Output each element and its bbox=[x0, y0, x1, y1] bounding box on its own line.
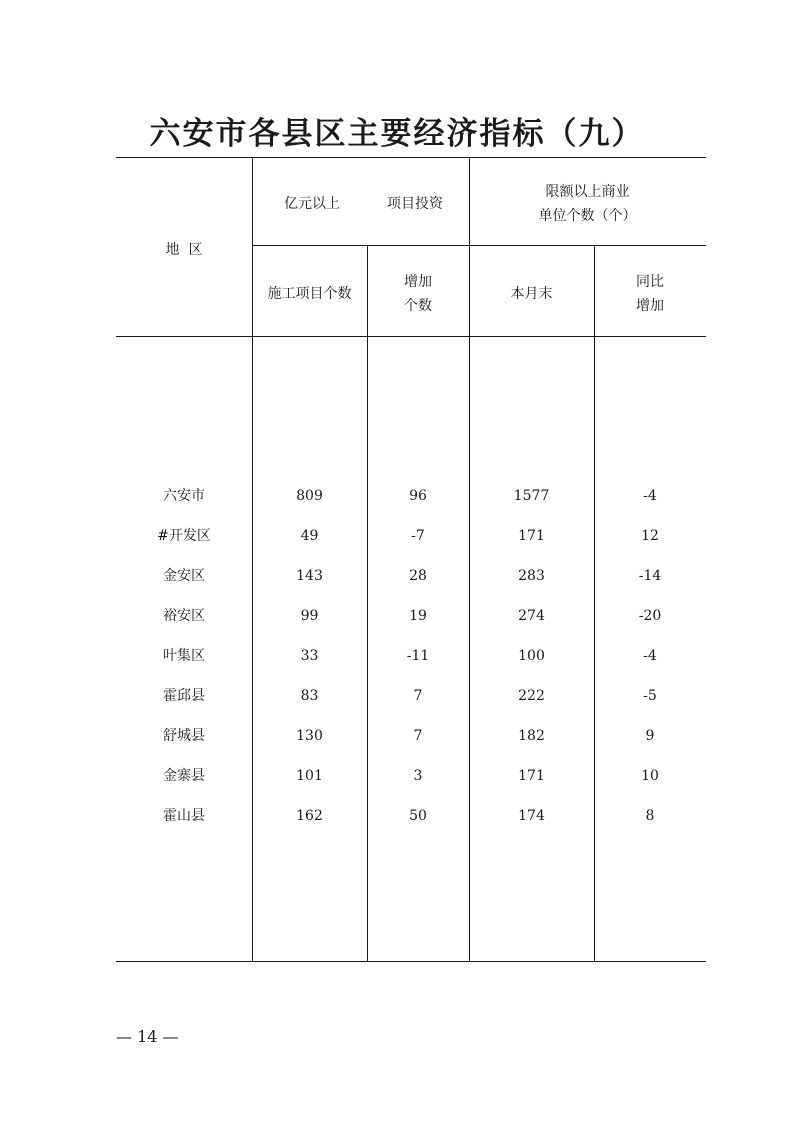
cell-yoy: 8 bbox=[645, 808, 655, 824]
cell-region: #开发区 bbox=[157, 528, 211, 544]
cell-projects: 83 bbox=[300, 688, 319, 704]
cell-projects: 101 bbox=[296, 768, 323, 784]
col-divider-1 bbox=[367, 245, 368, 962]
cell-increase: 19 bbox=[409, 608, 427, 624]
cell-increase: 3 bbox=[413, 768, 423, 784]
cell-region: 叶集区 bbox=[163, 648, 205, 664]
header-bottom-rule bbox=[116, 336, 706, 337]
cell-region: 金安区 bbox=[163, 568, 205, 584]
table-top-rule bbox=[116, 157, 706, 158]
cell-increase: 28 bbox=[409, 568, 427, 584]
cell-month-end: 174 bbox=[518, 808, 545, 824]
cell-month-end: 171 bbox=[518, 528, 545, 544]
cell-region: 金寨县 bbox=[163, 768, 205, 784]
cell-yoy: -20 bbox=[638, 608, 662, 624]
cell-month-end: 222 bbox=[518, 688, 545, 704]
cell-increase: -7 bbox=[411, 528, 425, 544]
cell-projects: 162 bbox=[296, 808, 323, 824]
cell-projects: 49 bbox=[300, 528, 319, 544]
page-number: — 14 — bbox=[116, 1027, 179, 1046]
header-group2-line2: 单位个数（个） bbox=[538, 208, 637, 224]
cell-increase: -11 bbox=[406, 648, 430, 664]
header-col4-line2: 增加 bbox=[636, 298, 664, 314]
cell-increase: 7 bbox=[413, 688, 423, 704]
col-divider-region bbox=[252, 157, 253, 962]
cell-month-end: 100 bbox=[518, 648, 545, 664]
header-col2-line1: 增加 bbox=[404, 274, 432, 290]
cell-month-end: 182 bbox=[518, 728, 545, 744]
cell-projects: 99 bbox=[300, 608, 319, 624]
header-col2-line2: 个数 bbox=[404, 298, 432, 314]
cell-month-end: 283 bbox=[518, 568, 545, 584]
cell-month-end: 171 bbox=[518, 768, 545, 784]
header-col1: 施工项目个数 bbox=[267, 286, 352, 302]
cell-yoy: 9 bbox=[645, 728, 655, 744]
header-group1-b: 项目投资 bbox=[387, 196, 443, 212]
col-divider-3 bbox=[594, 245, 595, 962]
cell-region: 霍山县 bbox=[163, 808, 205, 824]
cell-yoy: -5 bbox=[643, 688, 657, 704]
cell-increase: 50 bbox=[409, 808, 427, 824]
cell-yoy: -14 bbox=[638, 568, 662, 584]
header-group1-a: 亿元以上 bbox=[284, 196, 340, 212]
header-region: 地 区 bbox=[165, 242, 203, 258]
cell-projects: 143 bbox=[296, 568, 323, 584]
cell-projects: 130 bbox=[296, 728, 323, 744]
cell-yoy: -4 bbox=[643, 488, 657, 504]
header-col3: 本月末 bbox=[510, 286, 553, 302]
cell-yoy: 12 bbox=[641, 528, 659, 544]
cell-month-end: 1577 bbox=[513, 488, 550, 504]
header-group-rule bbox=[252, 245, 706, 246]
cell-region: 舒城县 bbox=[163, 728, 205, 744]
cell-month-end: 274 bbox=[518, 608, 545, 624]
col-divider-2 bbox=[469, 157, 470, 962]
cell-yoy: 10 bbox=[641, 768, 659, 784]
page-title: 六安市各县区主要经济指标（九） bbox=[149, 116, 645, 152]
cell-increase: 96 bbox=[409, 488, 427, 504]
cell-region: 裕安区 bbox=[163, 608, 205, 624]
header-group2-line1: 限额以上商业 bbox=[545, 184, 630, 200]
header-col4-line1: 同比 bbox=[636, 274, 664, 290]
cell-increase: 7 bbox=[413, 728, 423, 744]
cell-projects: 809 bbox=[296, 488, 323, 504]
cell-projects: 33 bbox=[300, 648, 319, 664]
cell-yoy: -4 bbox=[643, 648, 657, 664]
cell-region: 霍邱县 bbox=[163, 688, 205, 704]
cell-region: 六安市 bbox=[163, 488, 205, 504]
table-bottom-rule bbox=[116, 961, 706, 962]
